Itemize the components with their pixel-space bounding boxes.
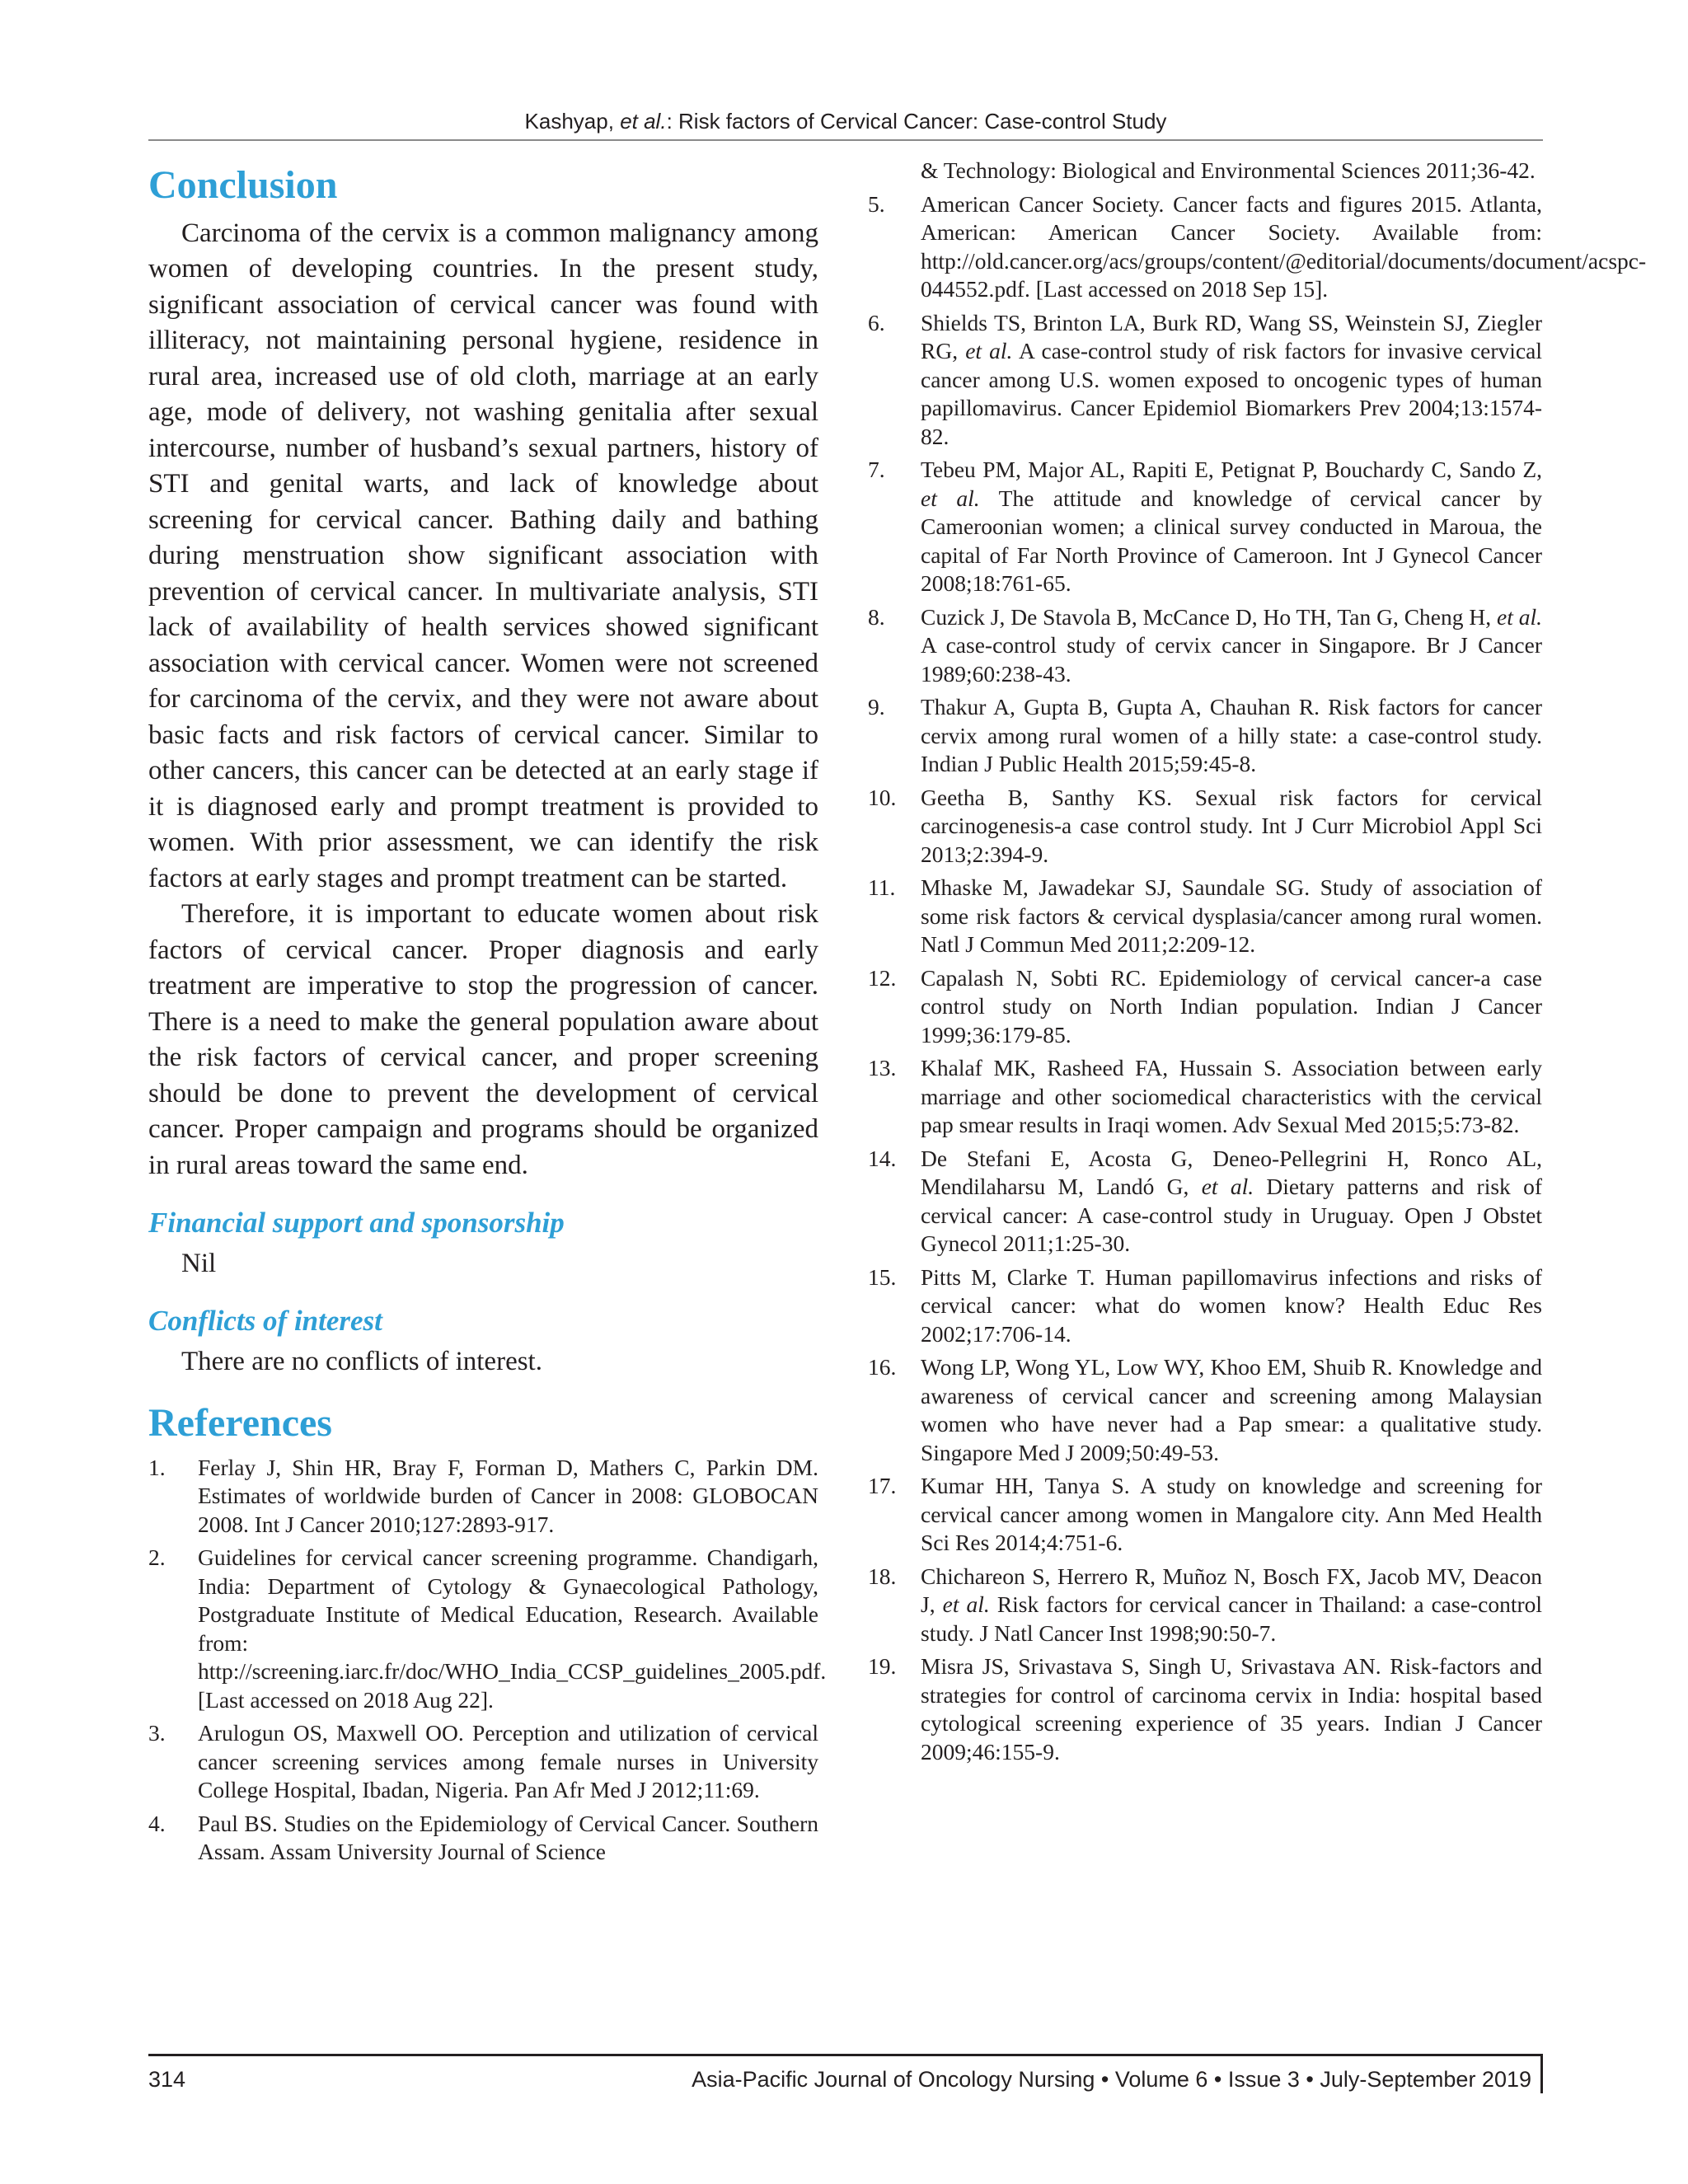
running-head-title: : Risk factors of Cervical Cancer: Case-control Study bbox=[666, 109, 1167, 134]
financial-support-heading: Financial support and sponsorship bbox=[148, 1207, 565, 1240]
reference-text: Cuzick J, De Stavola B, McCance D, Ho TH, Tan G, Cheng H, et al. A case-control study of cervix cancer in Singapore. Br J Cancer 1989;60:238-43. bbox=[921, 603, 1542, 687]
reference-number: 3. bbox=[148, 1720, 166, 1746]
reference-item bbox=[868, 603, 1542, 689]
conflicts-heading: Conflicts of interest bbox=[148, 1305, 382, 1338]
references-list-right-continuation bbox=[868, 157, 1542, 185]
journal-footer: Asia-Pacific Journal of Oncology Nursing • Volume 6 • Issue 3 • July-September 2019 bbox=[692, 2067, 1531, 2092]
reference-number: 14. bbox=[868, 1145, 897, 1171]
references-list-left bbox=[148, 1454, 827, 1867]
reference-item bbox=[868, 784, 1542, 869]
running-head-etal: et al. bbox=[620, 109, 667, 134]
reference-number: 5. bbox=[868, 190, 885, 217]
reference-number: 4. bbox=[148, 1810, 166, 1836]
conflicts-text: There are no conflicts of interest. bbox=[181, 1347, 542, 1377]
left-column bbox=[148, 157, 827, 1872]
reference-number: 2. bbox=[148, 1544, 166, 1571]
reference-item bbox=[868, 964, 1542, 1050]
reference-number: 19. bbox=[868, 1653, 897, 1679]
reference-item bbox=[868, 1263, 1542, 1349]
reference-number: 18. bbox=[868, 1563, 897, 1589]
reference-text: Capalash N, Sobti RC. Epidemiology of cervical cancer-a case control study on North Indian population. Indian J Cancer 1999;36:179-85. bbox=[921, 964, 1542, 1047]
reference-number: 11. bbox=[868, 874, 896, 900]
reference-number: 12. bbox=[868, 964, 897, 991]
reference-text: Mhaske M, Jawadekar SJ, Saundale SG. Study of association of some risk factors & cervical dysplasia/cancer among rural women. Natl J Commun Med 2011;2:209-12. bbox=[921, 874, 1542, 957]
reference-number: 13. bbox=[868, 1055, 897, 1080]
reference-item bbox=[868, 874, 1542, 959]
reference-text: Thakur A, Gupta B, Gupta A, Chauhan R. Risk factors for cancer cervix among rural women of a hilly state: a case-control study. Indian J Public Health 2015;59:45-8. bbox=[921, 694, 1542, 776]
reference-text: Chichareon S, Herrero R, Muñoz N, Bosch FX, Jacob MV, Deacon J, et al. Risk factors for cervical cancer in Thailand: a case-control study. J Natl Cancer Inst 1998;90:50-7. bbox=[921, 1563, 1543, 1646]
reference-item bbox=[868, 1145, 1542, 1258]
page-number: 314 bbox=[148, 2067, 186, 2092]
conclusion-heading: Conclusion bbox=[148, 163, 338, 207]
reference-item bbox=[868, 309, 1542, 452]
reference-item bbox=[148, 1810, 818, 1867]
reference-number: 7. bbox=[868, 457, 885, 482]
references-heading: References bbox=[148, 1401, 332, 1446]
reference-text: Tebeu PM, Major AL, Rapiti E, Petignat P, Bouchardy C, Sando Z, et al. The attitude and knowledge of cervical cancer by Cameroonian women; a clinical survey conducted in Maroua, the capital of Far North Province of Cameroon. Int J Gynecol Cancer 2008;18:761-65. bbox=[921, 457, 1542, 596]
reference-text: Paul BS. Studies on the Epidemiology of Cervical Cancer. Southern Assam. Assam University Journal of Science bbox=[198, 1810, 818, 1865]
reference-text: Pitts M, Clarke T. Human papillomavirus infections and risks of cervical cancer: what do women know? Health Educ Res 2002;17:706-14. bbox=[921, 1263, 1542, 1347]
reference-text: Misra JS, Srivastava S, Singh U, Srivastava AN. Risk-factors and strategies for control of carcinoma cervix in India: hospital based cytological screening experience of 35 years. Indian J Cancer 2009;46:155-9. bbox=[921, 1653, 1542, 1765]
reference-text: Geetha B, Santhy KS. Sexual risk factors for cervical carcinogenesis-a case control study. Int J Curr Microbiol Appl Sci 2013;2:394-9. bbox=[921, 784, 1542, 867]
reference-number: 17. bbox=[868, 1473, 897, 1498]
reference-item bbox=[148, 1544, 827, 1714]
reference-text: Shields TS, Brinton LA, Burk RD, Wang SS, Weinstein SJ, Ziegler RG, et al. A case-control study of risk factors for invasive cervical cancer among U.S. women exposed to oncogenic types of human papillomavirus. Cancer Epidemiol Biomarkers Prev 2004;13:1574-82. bbox=[921, 309, 1542, 449]
footer-rule bbox=[148, 2054, 1543, 2056]
running-head bbox=[148, 109, 1543, 134]
reference-item bbox=[148, 1454, 818, 1540]
reference-number: 9. bbox=[868, 694, 885, 719]
header-rule bbox=[148, 139, 1543, 141]
reference-text: Arulogun OS, Maxwell OO. Perception and utilization of cervical cancer screening services among female nurses in University College Hospital, Ibadan, Nigeria. Pan Afr Med J 2012;11:69. bbox=[198, 1720, 818, 1803]
reference-item bbox=[868, 190, 1647, 304]
reference-item bbox=[868, 1353, 1542, 1467]
reference-item bbox=[868, 1563, 1542, 1648]
financial-support-text: Nil bbox=[181, 1249, 217, 1279]
reference-number: 8. bbox=[868, 603, 885, 630]
reference-number: 15. bbox=[868, 1263, 897, 1290]
right-column bbox=[868, 157, 1647, 1771]
conclusion-paragraph-2: Therefore, it is important to educate women about risk factors of cervical cancer. Proper diagnosis and early treatment are imperative to stop the progression of cancer. There is a need to make the general population aware about the risk factors of cervical cancer, and proper screening should be done to prevent the development of cervical cancer. Proper campaign and programs should be organized in rural areas toward the same end. bbox=[148, 899, 818, 1180]
reference-number: 10. bbox=[868, 784, 897, 810]
footer-rule-tick bbox=[1540, 2054, 1543, 2093]
reference-text: Guidelines for cervical cancer screening programme. Chandigarh, India: Department of Cytology & Gynaecological Pathology, Postgraduate Institute of Medical Education, Research. Available from: http://screening.iarc.fr/doc/WHO_India_CCSP_guidelines_2005.pdf. [Last accessed on 2018 Aug 22]. bbox=[198, 1544, 827, 1713]
reference-continuation: & Technology: Biological and Environmental Sciences 2011;36-42. bbox=[921, 157, 1536, 183]
reference-text: Kumar HH, Tanya S. A study on knowledge and screening for cervical cancer among women in Mangalore city. Ann Med Health Sci Res 2014;4:751-6. bbox=[921, 1473, 1542, 1555]
reference-text: Wong LP, Wong YL, Low WY, Khoo EM, Shuib R. Knowledge and awareness of cervical cancer and screening among Malaysian women who have never had a Pap smear: a qualitative study. Singapore Med J 2009;50:49-53. bbox=[921, 1354, 1542, 1465]
reference-item bbox=[868, 693, 1542, 779]
reference-number: 1. bbox=[148, 1454, 166, 1480]
reference-number: 6. bbox=[868, 309, 885, 335]
reference-text: Ferlay J, Shin HR, Bray F, Forman D, Mathers C, Parkin DM. Estimates of worldwide burden of Cancer in 2008: GLOBOCAN 2008. Int J Cancer 2010;127:2893-917. bbox=[198, 1454, 818, 1537]
reference-item bbox=[868, 456, 1542, 598]
reference-text: Khalaf MK, Rasheed FA, Hussain S. Association between early marriage and other sociomedical characteristics with the cervical pap smear results in Iraqi women. Adv Sexual Med 2015;5:73-82. bbox=[921, 1055, 1542, 1137]
running-head-authors: Kashyap, bbox=[524, 109, 621, 134]
reference-number: 16. bbox=[868, 1354, 897, 1380]
conclusion-paragraph-1: Carcinoma of the cervix is a common malignancy among women of developing countries. In the present study, significant association of cervical cancer was found with illiteracy, not maintaining personal hygiene, residence in rural area, increased use of old cloth, marriage at an early age, mode of delivery, not washing genitalia after sexual intercourse, number of husband’s sexual partners, history of STI and genital warts, and lack of knowledge about screening for cervical cancer. Bathing daily and bathing during menstruation show significant association with prevention of cervical cancer. In multivariate analysis, STI lack of availability of health services showed significant association with cervical cancer. Women were not screened for carcinoma of the cervix, and they were not aware about basic facts and risk factors of cervical cancer. Similar to other cancers, this cancer can be detected at an early stage if it is diagnosed early and prompt treatment is provided to women. With prior assessment, we can identify the risk factors at early stages and prompt treatment can be started. bbox=[148, 218, 818, 893]
reference-item bbox=[868, 1472, 1542, 1558]
reference-item bbox=[868, 1054, 1542, 1140]
reference-item bbox=[148, 1719, 818, 1805]
reference-text: American Cancer Society. Cancer facts and figures 2015. Atlanta, American: American Cancer Society. Available from: http://old.cancer.org/acs/groups/content/@editorial/documents/document/acspc-044552.pdf. [Last accessed on 2018 Sep 15]. bbox=[921, 190, 1647, 302]
references-list-right bbox=[868, 190, 1647, 1767]
reference-text: De Stefani E, Acosta G, Deneo-Pellegrini H, Ronco AL, Mendilaharsu M, Landó G, et al. Dietary patterns and risk of cervical cancer: A case-control study in Uruguay. Open J Obstet Gynecol 2011;1:25-30. bbox=[921, 1145, 1542, 1256]
reference-item bbox=[868, 1652, 1542, 1766]
